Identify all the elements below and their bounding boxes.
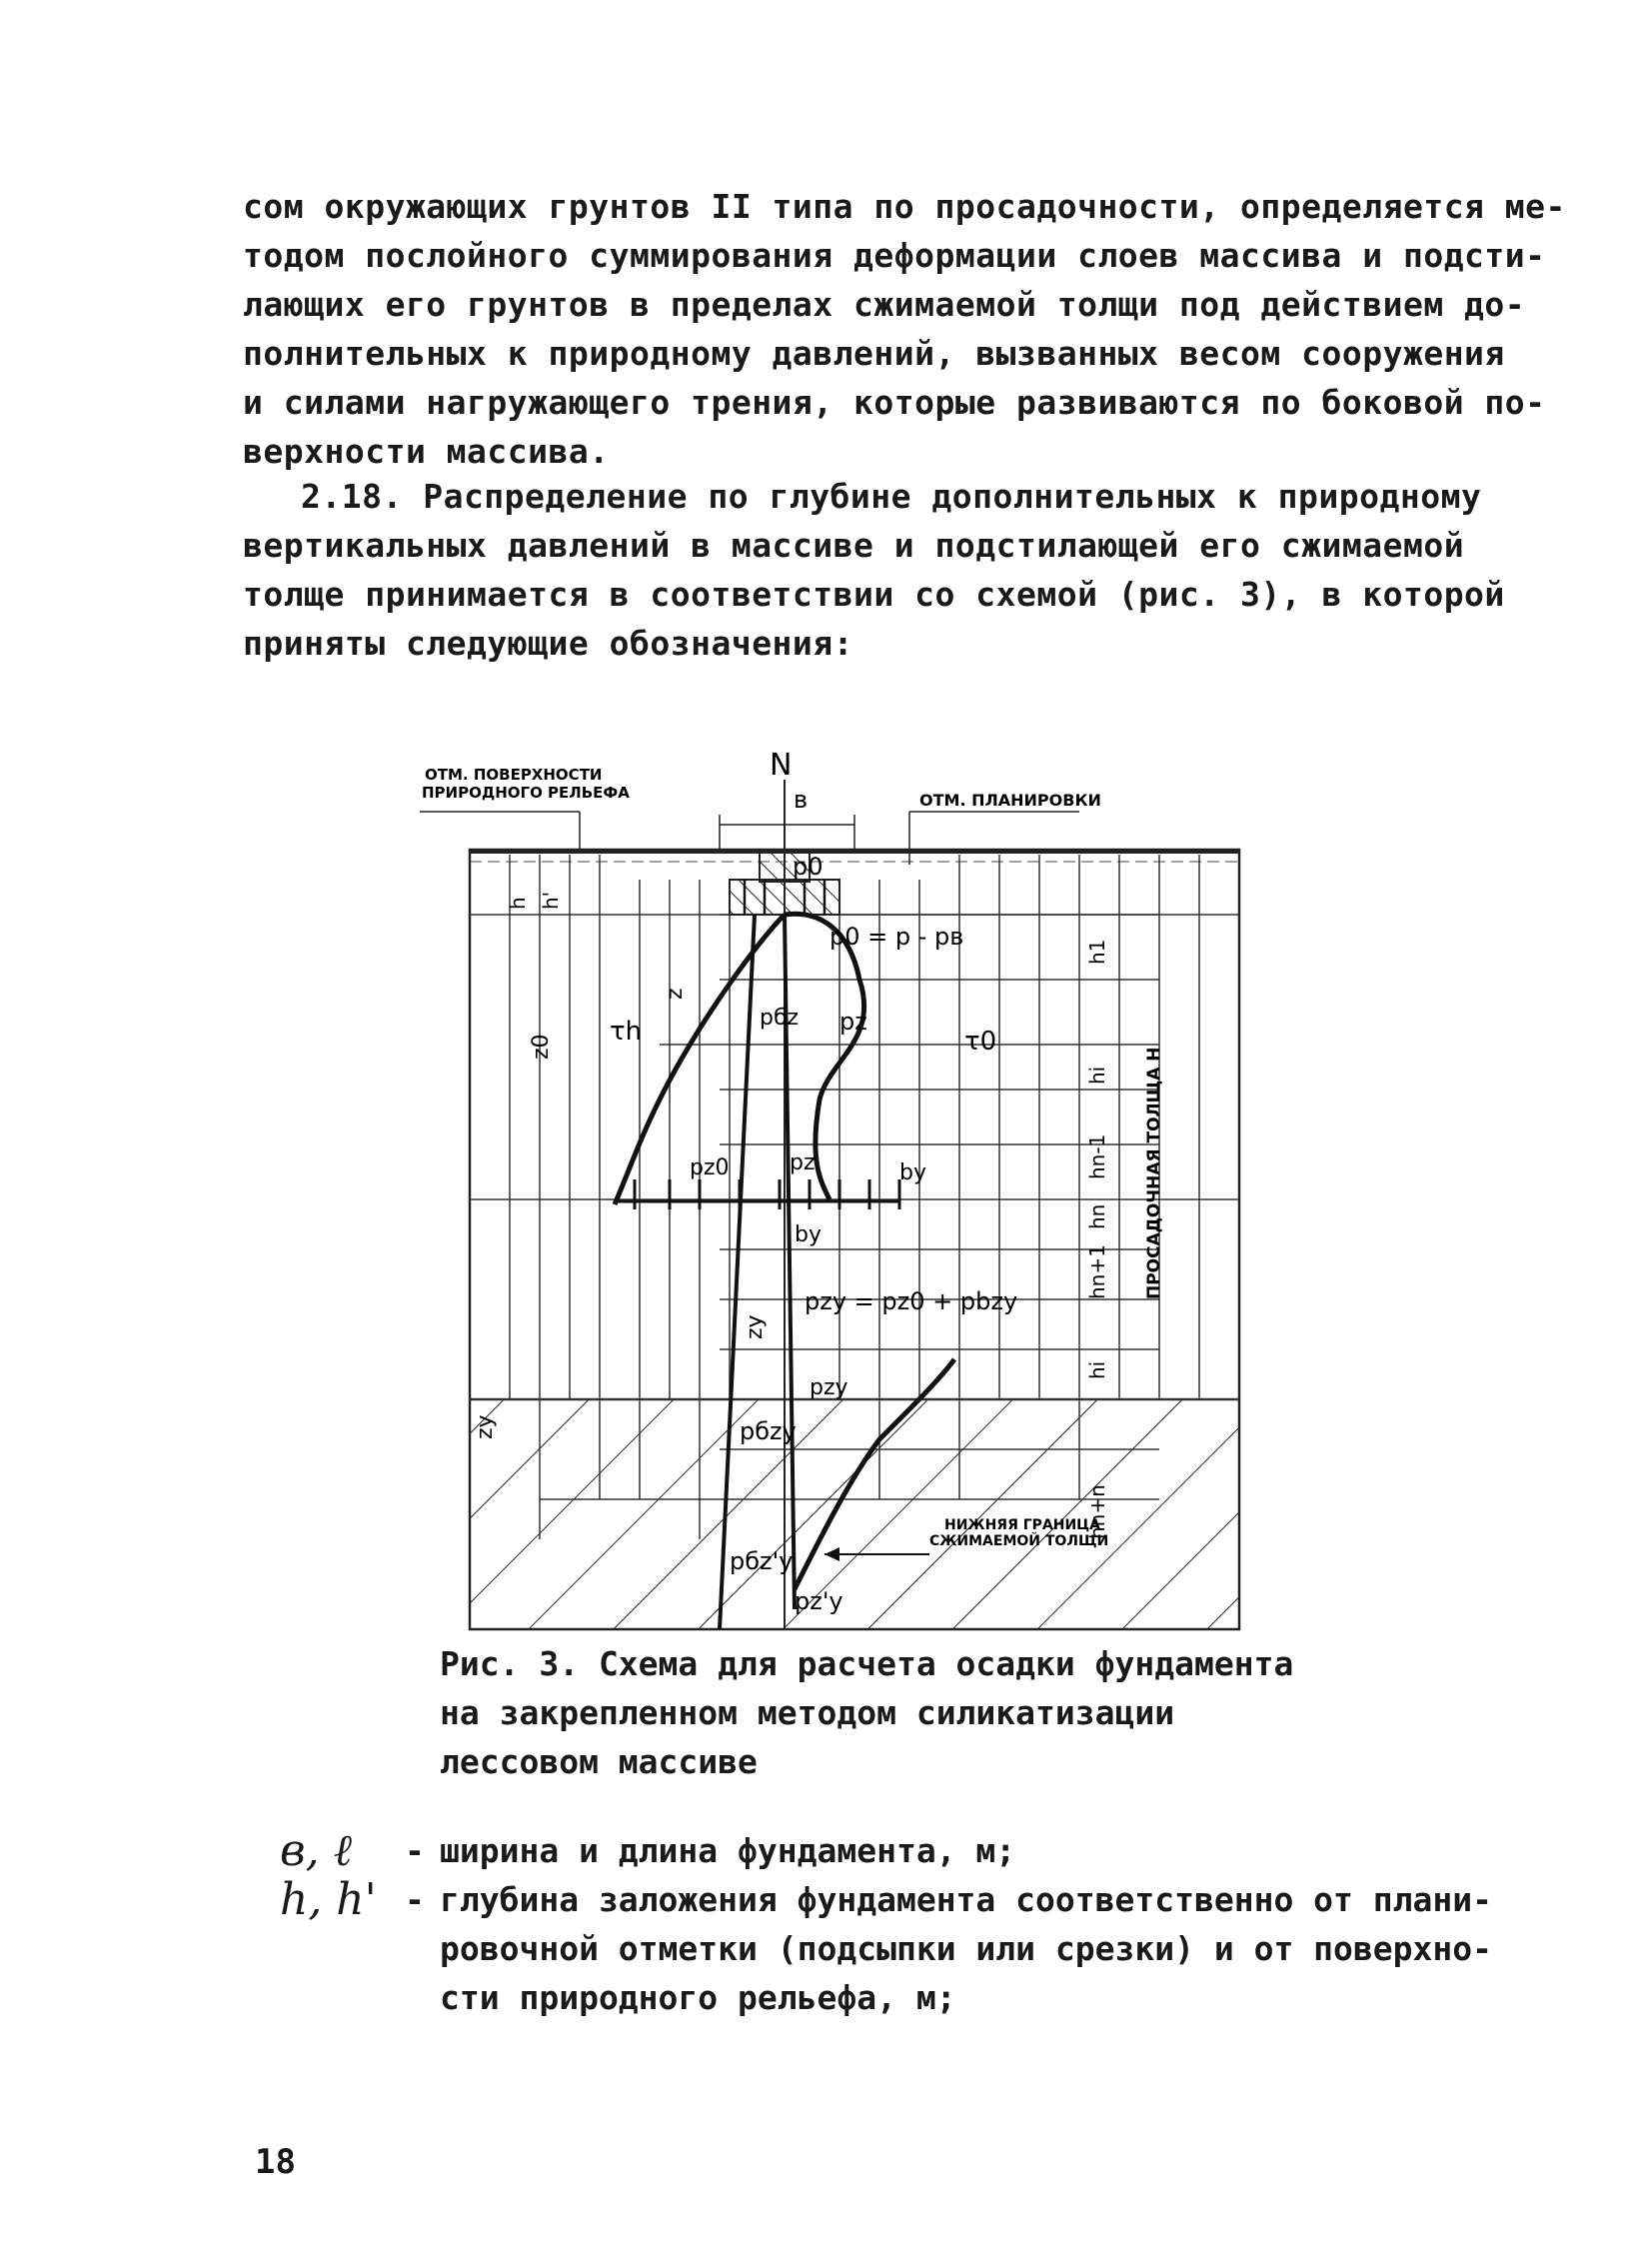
definition-line: глубина заложения фундамента соответственно от плани- <box>440 1880 1492 1919</box>
label-z-y-left: zу <box>473 1414 498 1439</box>
label-lower-boundary-2: СЖИМАЕМОЙ ТОЛЩИ <box>929 1533 1109 1549</box>
text-line: полнительных к природному давлений, вызванных весом сооружения <box>243 334 1505 373</box>
definition-symbol: в, ℓ <box>280 1825 352 1876</box>
label-z-y: zу <box>743 1314 768 1339</box>
label-planning-mark: ОТМ. ПЛАНИРОВКИ <box>919 791 1101 810</box>
label-width-b: в <box>794 786 809 814</box>
label-hi-low: hi <box>1085 1360 1109 1379</box>
definition-depth <box>280 1874 1492 2022</box>
label-p-dz: pбz <box>760 1006 800 1031</box>
label-p-z: pz <box>839 1008 867 1036</box>
label-pz-y-prime: pz'у <box>795 1587 843 1615</box>
label-b-y: bу <box>899 1160 926 1185</box>
text-line: лающих его грунтов в пределах сжимаемой толщи под действием до- <box>243 285 1526 324</box>
text-line: вертикальных давлений в массиве и подстилающей его сжимаемой <box>243 526 1465 565</box>
text-line: приняты следующие обозначения: <box>243 624 854 663</box>
label-h-prime: h' <box>539 891 563 910</box>
definition-dash: - <box>405 1880 425 1919</box>
definition-text <box>440 1875 1492 2022</box>
text-line: толще принимается в соответствии со схемой (рис. 3), в которой <box>243 575 1505 614</box>
label-hn-1: hn-1 <box>1085 1133 1109 1179</box>
label-b-y-2: bу <box>795 1222 822 1247</box>
text-line: тодом послойного суммирования деформации слоев массива и подсти- <box>243 236 1546 275</box>
definition-line: ровочной отметки (подсыпки или срезки) и от поверхно- <box>440 1929 1492 1968</box>
label-hn+n: hn+n <box>1085 1484 1109 1539</box>
hatched-base-layer <box>470 1399 1239 1629</box>
label-pz-y-eq: pzу = pz0 + pbzу <box>805 1287 1018 1315</box>
text-line: 2.18. Распределение по глубине дополнительных к природному <box>301 477 1482 516</box>
caption-line: Рис. 3. Схема для расчета осадки фундамента <box>440 1644 1294 1683</box>
label-pz-y: pzу <box>810 1375 848 1400</box>
label-natural-relief-2: ПРИРОДНОГО РЕЛЬЕФА <box>422 784 630 802</box>
label-tau-0: τ0 <box>964 1027 997 1057</box>
label-h: h <box>506 897 530 910</box>
label-p-dz-y-prime: pбz'у <box>730 1547 794 1575</box>
label-collapsible-thickness: ПРОСАДОЧНАЯ ТОЛЩА H <box>1144 1047 1164 1299</box>
label-h1: h1 <box>1085 939 1109 965</box>
label-tau-h: τh <box>610 1017 643 1047</box>
definition-dash: - <box>405 1831 425 1870</box>
label-natural-relief: ОТМ. ПОВЕРХНОСТИ <box>425 766 603 784</box>
label-lower-boundary: НИЖНЯЯ ГРАНИЦА <box>944 1517 1100 1533</box>
label-p0: p0 <box>793 853 824 881</box>
label-p-z0: pz0 <box>690 1155 730 1180</box>
label-p-dz-y: pбzу <box>740 1417 797 1445</box>
paragraph-2 <box>243 472 1505 668</box>
definition-symbol: h, h' <box>280 1874 377 1925</box>
definition-width-length <box>280 1826 1479 1875</box>
label-z0: z0 <box>529 1034 554 1060</box>
definition-line: сти природного рельефа, м; <box>440 1978 956 2017</box>
settlement-scheme-figure <box>400 740 1259 1639</box>
text-line: верхности массива. <box>243 432 610 471</box>
figure-caption <box>440 1639 1293 1786</box>
label-hi: hi <box>1085 1066 1109 1085</box>
label-p0-eq: p0 = p - pв <box>829 923 964 951</box>
definition-text <box>440 1826 1479 1875</box>
text-line: и силами нагружающего трения, которые развиваются по боковой по- <box>243 383 1546 422</box>
text-line: сом окружающих грунтов II типа по просадочности, определяется ме- <box>243 187 1566 226</box>
label-hn: hn <box>1085 1203 1109 1229</box>
paragraph-1 <box>243 182 1566 476</box>
definitions-list <box>280 1825 1492 2022</box>
label-load-N: N <box>770 748 793 783</box>
page-number: 18 <box>255 2142 296 2182</box>
label-z: z <box>663 988 688 1000</box>
caption-line: на закрепленном методом силикатизации <box>440 1693 1175 1732</box>
caption-line: лессовом массиве <box>440 1742 758 1781</box>
definition-line: ширина и длина фундамента, м; <box>440 1831 1016 1870</box>
label-hn+1: hn+1 <box>1085 1244 1109 1299</box>
label-pz-mid: pz <box>790 1150 816 1175</box>
